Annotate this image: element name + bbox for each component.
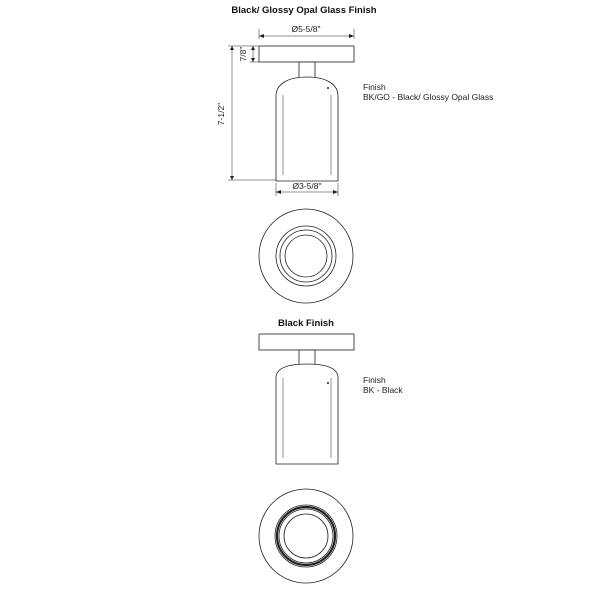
total-height-label: 7-1/2" [216,102,226,126]
variant-title-black: Black Finish [278,318,334,329]
fixture-side-view-black [259,334,354,464]
fixture-bottom-view-black [259,489,353,583]
finish-value-black: BK - Black [363,385,403,395]
finish-heading-black: Finish [363,375,386,385]
fixture-side-view-opal [259,46,354,181]
dimension-canopy-diameter [259,24,354,39]
stem [299,62,315,78]
canopy [259,46,354,62]
fixture-bottom-view-opal [259,209,353,303]
finish-heading-opal: Finish [363,82,386,92]
shade-diameter-label: Ø3-5/8" [292,181,322,191]
metal-shade [276,364,338,464]
canopy-height-label: 7/8" [238,46,248,62]
variant-title-opal: Black/ Glossy Opal Glass Finish [231,5,377,16]
canopy-diameter-label: Ø5-5/8" [291,24,321,34]
finish-value-opal: BK/GO - Black/ Glossy Opal Glass [363,92,494,102]
canopy [259,334,354,350]
dimension-total-height [216,46,276,180]
dimension-shade-diameter [276,181,338,196]
glass-shade [276,77,338,181]
dimension-canopy-height [238,46,259,62]
